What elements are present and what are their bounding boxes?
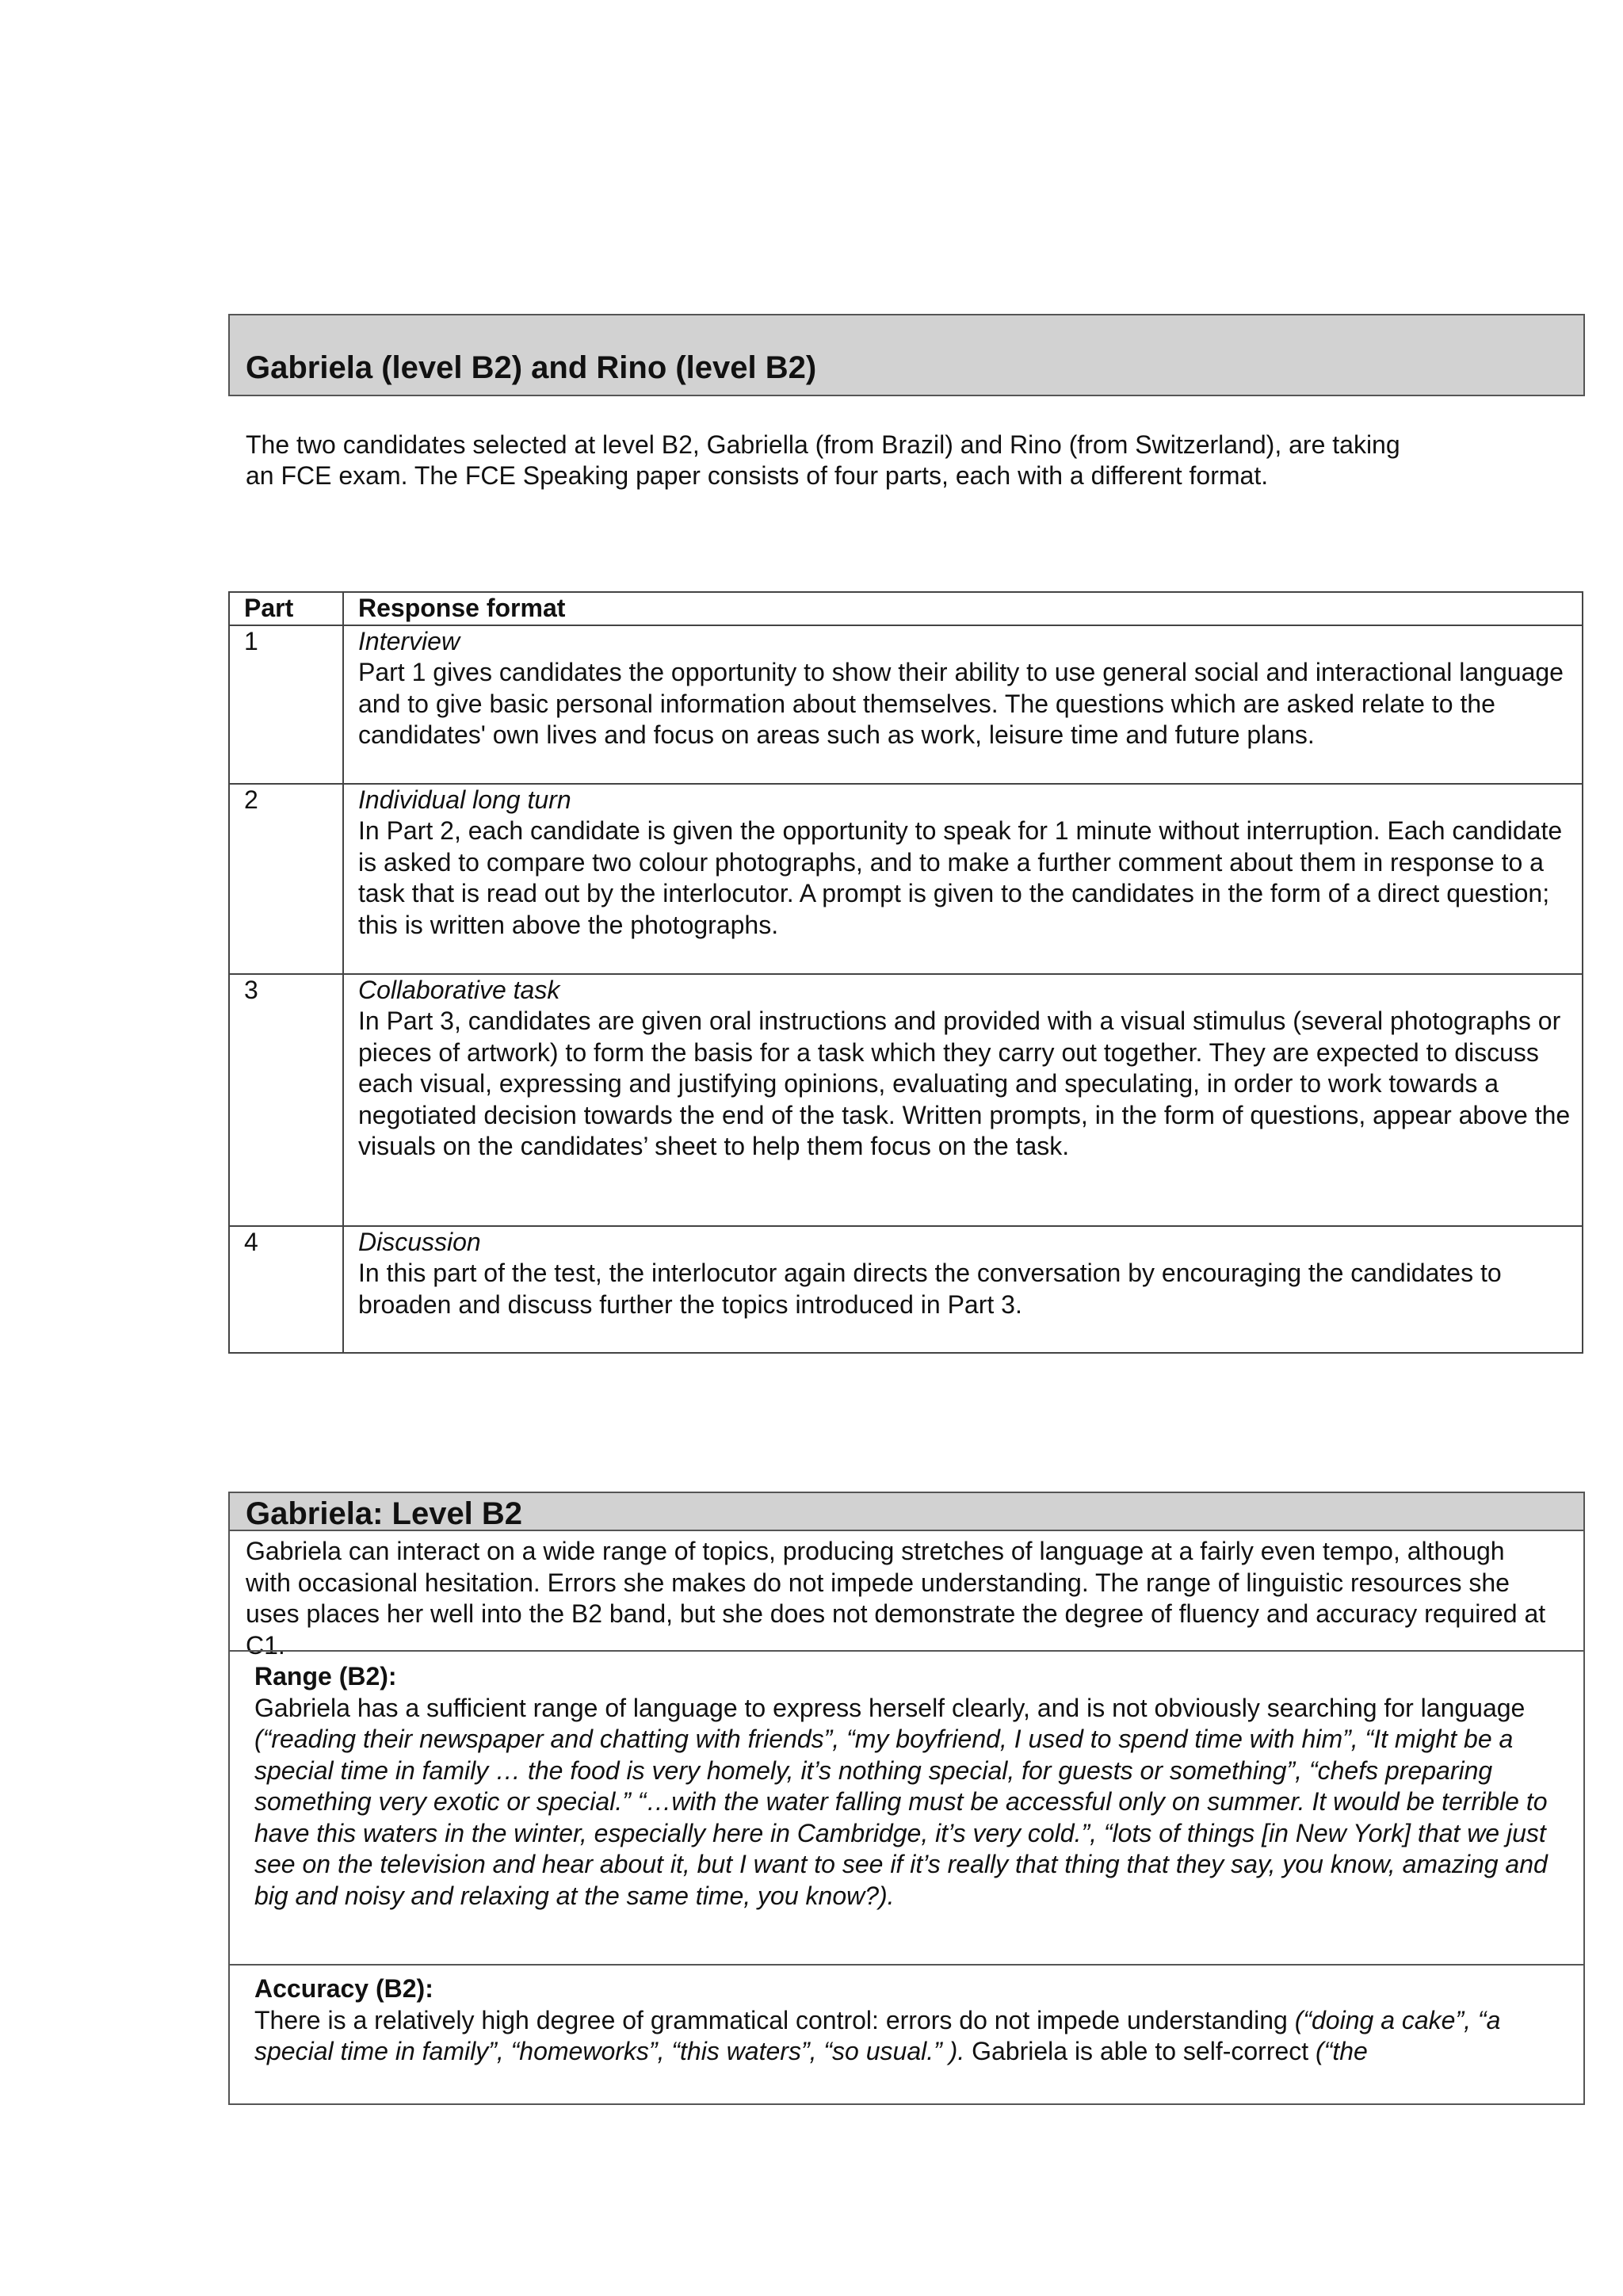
header-part: Part xyxy=(229,592,343,625)
accuracy-examples-2: (“the xyxy=(1316,2037,1368,2065)
format-title: Discussion xyxy=(358,1227,481,1256)
format-title: Individual long turn xyxy=(358,785,571,814)
gabriela-summary: Gabriela can interact on a wide range of topics, producing stretches of language at a fairly even tempo, although with occasional hesitation. Errors she makes do not impede understanding. The range of linguistic resources she uses places her well into the B2 band, but she does not demonstrate the degree of fluency and accuracy required at C1. xyxy=(246,1537,1546,1660)
table-row xyxy=(229,784,1583,974)
format-description: In Part 3, candidates are given oral instructions and provided with a visual stimulus (several photographs or pieces of artwork) to form the basis for a task which they carry out together. They are expected to discuss each visual, expressing and justifying opinions, evaluating and speculating, in order to work towards a negotiated decision towards the end of the task. Written prompts, in the form of questions, appear above the visuals on the candidates’ sheet to help them focus on the task. xyxy=(358,1007,1571,1160)
table-row xyxy=(229,974,1583,1226)
accuracy-section xyxy=(254,1973,1562,2068)
part-number: 2 xyxy=(229,784,343,974)
format-description: In Part 2, each candidate is given the opportunity to speak for 1 minute without interruption. Each candidate is asked to compare two colour photographs, and to make a further comment about them in response to a task that is read out by the interlocutor. A prompt is given to the candidates in the form of a direct question; this is written above the photographs. xyxy=(358,816,1563,939)
page-title: Gabriela (level B2) and Rino (level B2) xyxy=(246,350,817,385)
intro-paragraph: The two candidates selected at level B2, Gabriella (from Brazil) and Rino (from Switzerland), are taking an FCE exam. The FCE Speaking paper consists of four parts, each with a different format. xyxy=(246,430,1400,490)
range-section xyxy=(254,1661,1562,1912)
format-description: In this part of the test, the interlocutor again directs the conversation by encouraging the candidates to broaden and discuss further the topics introduced in Part 3. xyxy=(358,1259,1502,1319)
response-format-cell xyxy=(343,1226,1583,1353)
speaking-parts-table xyxy=(228,591,1583,1354)
divider xyxy=(230,1964,1583,1966)
format-description: Part 1 gives candidates the opportunity to show their ability to use general social and interactional language and to give basic personal information about themselves. The questions which are asked relate to the candidates' own lives and focus on areas such as work, leisure time and future plans. xyxy=(358,658,1564,749)
range-examples: (“reading their newspaper and chatting with friends”, “my boyfriend, I used to spend time with him”, “It might be a special time in family … the food is very homely, it’s nothing special, for guests or something”, “chefs preparing something very exotic or special.” “…with the water falling must be accessful only on summer. It would be terrible to have this waters in the winter, especially here in Cambridge, it’s very cold.”, “lots of things [in New York] that we just see on the television and hear about it, but I want to see if it’s really that thing that they say, you know, amazing and big and noisy and relaxing at the same time, you know?). xyxy=(254,1725,1548,1910)
table-row xyxy=(229,1226,1583,1353)
accuracy-heading: Accuracy (B2): xyxy=(254,1974,433,2003)
gabriela-assessment-box xyxy=(228,1492,1585,2105)
accuracy-examples: (“doing a cake”, “a special time in family”, “homeworks”, “this waters”, “so usual.” ). xyxy=(254,2005,1501,2065)
part-number: 1 xyxy=(229,625,343,784)
header-response-format: Response format xyxy=(343,592,1583,625)
table-row xyxy=(229,625,1583,784)
range-body: Gabriela has a sufficient range of language to express herself clearly, and is not obviously searching for language xyxy=(254,1693,1526,1722)
table-header-row xyxy=(229,592,1583,625)
accuracy-body-2: Gabriela is able to self-correct xyxy=(964,2037,1316,2065)
format-title: Interview xyxy=(358,626,460,655)
section-title-box xyxy=(228,314,1585,396)
response-format-cell xyxy=(343,784,1583,974)
gabriela-heading: Gabriela: Level B2 xyxy=(246,1496,523,1531)
part-number: 4 xyxy=(229,1226,343,1353)
accuracy-text xyxy=(254,2005,1562,2068)
accuracy-body: There is a relatively high degree of grammatical control: errors do not impede understanding xyxy=(254,2005,1295,2034)
format-title: Collaborative task xyxy=(358,975,560,1004)
range-text xyxy=(254,1693,1562,1912)
range-heading: Range (B2): xyxy=(254,1662,397,1690)
response-format-cell xyxy=(343,974,1583,1226)
gabriela-heading-bar xyxy=(230,1493,1583,1531)
response-format-cell xyxy=(343,625,1583,784)
part-number: 3 xyxy=(229,974,343,1226)
divider xyxy=(230,1650,1583,1652)
